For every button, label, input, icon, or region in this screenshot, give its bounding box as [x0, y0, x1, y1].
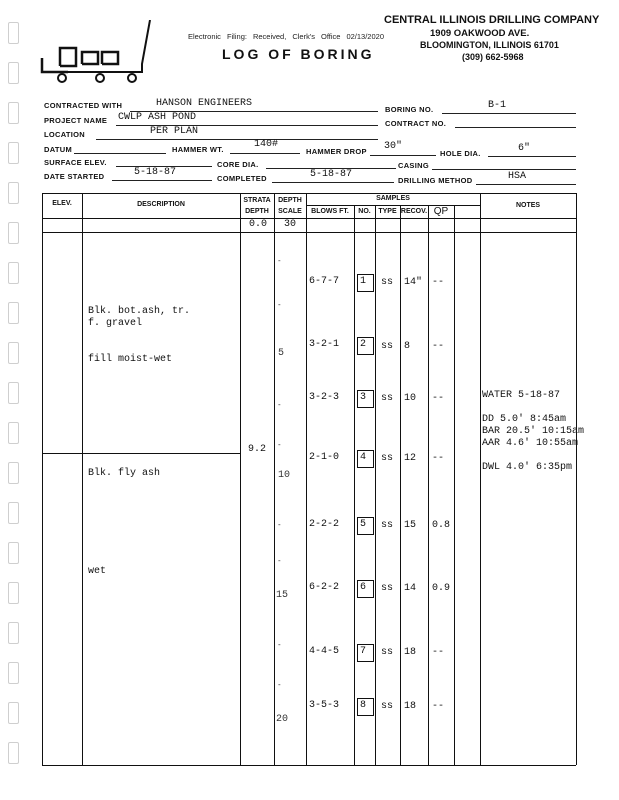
location-value: PER PLAN: [150, 126, 199, 137]
sample-recov: 12: [404, 453, 417, 464]
sample-qp: 0.8: [432, 520, 451, 531]
sample-no: 8: [360, 700, 367, 711]
sample-no: 3: [360, 392, 367, 403]
company-name: CENTRAL ILLINOIS DRILLING COMPANY: [384, 14, 600, 26]
company-phone: (309) 662-5968: [462, 52, 524, 62]
core-dia-label: CORE DIA.: [217, 160, 259, 169]
sample-no: 2: [360, 339, 367, 350]
sample-no: 1: [360, 276, 367, 287]
description-line: f. gravel: [88, 318, 143, 329]
contracted-with-value: HANSON ENGINEERS: [156, 98, 253, 109]
company-city: BLOOMINGTON, ILLINOIS 61701: [420, 40, 559, 50]
date-started-value: 5-18-87: [134, 167, 177, 178]
company-logo: [38, 20, 158, 85]
col-type: TYPE: [378, 208, 397, 215]
note-line: DD 5.0' 8:45am: [482, 414, 567, 425]
depth-tick: 10: [278, 470, 291, 481]
hole-dia-label: HOLE DIA.: [440, 149, 481, 158]
sample-qp: --: [432, 393, 445, 404]
project-name-value: CWLP ASH POND: [118, 112, 197, 123]
casing-label: CASING: [398, 161, 429, 170]
hammer-drop-label: HAMMER DROP: [306, 147, 367, 156]
col-blows: BLOWS FT.: [311, 208, 349, 215]
datum-label: DATUM: [44, 145, 73, 154]
col-description: DESCRIPTION: [137, 201, 185, 208]
sample-blows: 3-2-1: [309, 339, 340, 350]
surface-elev-label: SURFACE ELEV.: [44, 158, 107, 167]
sample-no: 7: [360, 646, 367, 657]
note-line: WATER 5-18-87: [482, 390, 561, 401]
filing-stamp: Electronic Filing: Received, Clerk's Office 02/13/2020: [188, 32, 384, 41]
sample-recov: 15: [404, 520, 417, 531]
depth-tick: 5: [278, 348, 285, 359]
description-line: Blk. bot.ash, tr.: [88, 306, 191, 317]
sample-blows: 6-7-7: [309, 276, 340, 287]
sample-recov: 10: [404, 393, 417, 404]
description-line: wet: [88, 566, 107, 577]
sample-blows: 2-1-0: [309, 452, 340, 463]
note-line: AAR 4.6' 10:55am: [482, 438, 579, 449]
sample-type: ss: [381, 277, 394, 288]
sample-blows: 3-2-3: [309, 392, 340, 403]
col-recov: RECOV.: [400, 208, 428, 215]
col-strata: STRATA: [243, 197, 271, 204]
sample-qp: --: [432, 701, 445, 712]
sample-no: 6: [360, 582, 367, 593]
strata-depth-start: 0.0: [249, 219, 268, 230]
drilling-method-label: DRILLING METHOD: [398, 176, 473, 185]
sample-blows: 2-2-2: [309, 519, 340, 530]
completed-value: 5-18-87: [310, 169, 353, 180]
contract-no-label: CONTRACT NO.: [385, 119, 447, 128]
col-scale: SCALE: [278, 208, 302, 215]
sample-type: ss: [381, 341, 394, 352]
boring-no-label: BORING NO.: [385, 105, 434, 114]
col-elev: ELEV.: [52, 200, 72, 207]
sample-recov: 14: [404, 583, 417, 594]
sample-type: ss: [381, 647, 394, 658]
sample-qp: --: [432, 341, 445, 352]
sample-type: ss: [381, 393, 394, 404]
sample-no: 4: [360, 452, 367, 463]
sample-recov: 18: [404, 647, 417, 658]
sample-qp: --: [432, 647, 445, 658]
depth-tick: 20: [276, 714, 289, 725]
description-line: fill moist-wet: [88, 354, 173, 365]
col-notes: NOTES: [515, 202, 541, 209]
sample-qp: --: [432, 277, 445, 288]
scale-start: 30: [284, 219, 297, 230]
description-line: Blk. fly ash: [88, 468, 161, 479]
sample-blows: 6-2-2: [309, 582, 340, 593]
company-address: 1909 OAKWOOD AVE.: [430, 28, 530, 39]
hammer-wt-value: 140#: [254, 139, 279, 150]
project-name-label: PROJECT NAME: [44, 116, 108, 125]
drilling-method-value: HSA: [508, 171, 527, 182]
note-line: BAR 20.5' 10:15am: [482, 426, 585, 437]
completed-label: COMPLETED: [217, 174, 267, 183]
location-label: LOCATION: [44, 130, 86, 139]
col-qp: QP: [433, 206, 449, 217]
sample-type: ss: [381, 701, 394, 712]
col-depth: DEPTH: [278, 197, 302, 204]
col-samples: SAMPLES: [376, 195, 410, 202]
form-title: LOG OF BORING: [222, 46, 375, 62]
date-started-label: DATE STARTED: [44, 172, 105, 181]
strata-change-depth: 9.2: [248, 444, 267, 455]
sample-recov: 8: [404, 341, 411, 352]
col-strata-depth: DEPTH: [245, 208, 269, 215]
sample-qp: 0.9: [432, 583, 451, 594]
note-line: DWL 4.0' 6:35pm: [482, 462, 573, 473]
hammer-drop-value: 30": [384, 141, 403, 152]
depth-tick: 15: [276, 590, 289, 601]
contracted-with-label: CONTRACTED WITH: [44, 101, 123, 110]
boring-no-value: B-1: [488, 100, 507, 111]
sample-type: ss: [381, 520, 394, 531]
sample-no: 5: [360, 519, 367, 530]
sample-qp: --: [432, 453, 445, 464]
sample-blows: 4-4-5: [309, 646, 340, 657]
sample-blows: 3-5-3: [309, 700, 340, 711]
sample-recov: 18: [404, 701, 417, 712]
hole-dia-value: 6": [518, 143, 531, 154]
col-no: NO.: [358, 208, 371, 215]
sample-recov: 14": [404, 277, 423, 288]
hammer-wt-label: HAMMER WT.: [172, 145, 224, 154]
sample-type: ss: [381, 583, 394, 594]
sample-type: ss: [381, 453, 394, 464]
